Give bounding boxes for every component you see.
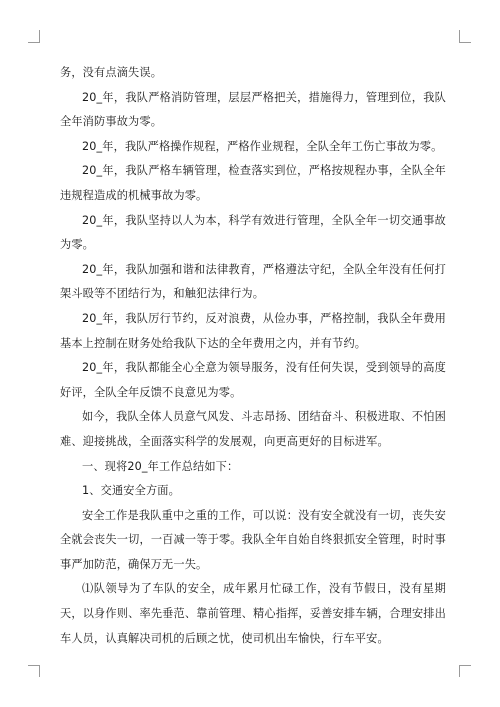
paragraph: 20_年，我队严格车辆管理，检查落实到位，严格按规程办事，全队全年违规程造成的机械事故为零。 [60, 164, 446, 202]
paragraph: 20_年，我队严格操作规程，严格作业规程，全队全年工伤亡事故为零。 [82, 139, 443, 153]
subsection-heading: 1、交通安全方面。 [82, 484, 180, 498]
paragraph: 20_年，我队严格消防管理，层层严格把关，措施得力，管理到位，我队全年消防事故为零。 [60, 90, 446, 129]
paragraph: 如今，我队全体人员意气风发、斗志昂扬、团结奋斗、积极进取、不怕困难、迎接挑战，全面落实科学的发展观，向更高更好的目标进军。 [60, 410, 446, 448]
paragraph: 20_年，我队坚持以人为本，科学有效进行管理，全队全年一切交通事故为零。 [60, 213, 446, 252]
paragraph: 20_年，我队都能全心全意为领导服务，没有任何失误，受到领导的高度好评，全队全年反馈不良意见为零。 [60, 361, 446, 399]
paragraph: 20_年，我队加强和谐和法律教育，严格遵法守纪，全队全年没有任何打架斗殴等不团结行为，和触犯法律行为。 [60, 262, 446, 301]
paragraph: 务，没有点滴失误。 [60, 66, 163, 79]
section-heading: 一、现将20_年工作总结如下： [82, 459, 239, 473]
paragraph: ⑴队领导为了车队的安全，成年累月忙碌工作，没有节假日，没有星期天，以身作则、率先垂范、靠前管理、精心指挥，妥善安排车辆，合理安排出车人员，认真解决司机的后顾之忧，使司机出车愉快，行车平安。 [60, 582, 446, 645]
paragraph: 安全工作是我队重中之重的工作，可以说：没有安全就没有一切，丧失安全就会丧失一切，一百减一等于零。我队全年自始自终狠抓安全管理，时时事事严加防范，确保万无一失。 [60, 508, 446, 571]
paragraph: 20_年，我队厉行节约，反对浪费，从俭办事，严格控制，我队全年费用基本上控制在财务处给我队下达的全年费用之内，并有节约。 [60, 311, 446, 350]
document-body [60, 61, 446, 651]
